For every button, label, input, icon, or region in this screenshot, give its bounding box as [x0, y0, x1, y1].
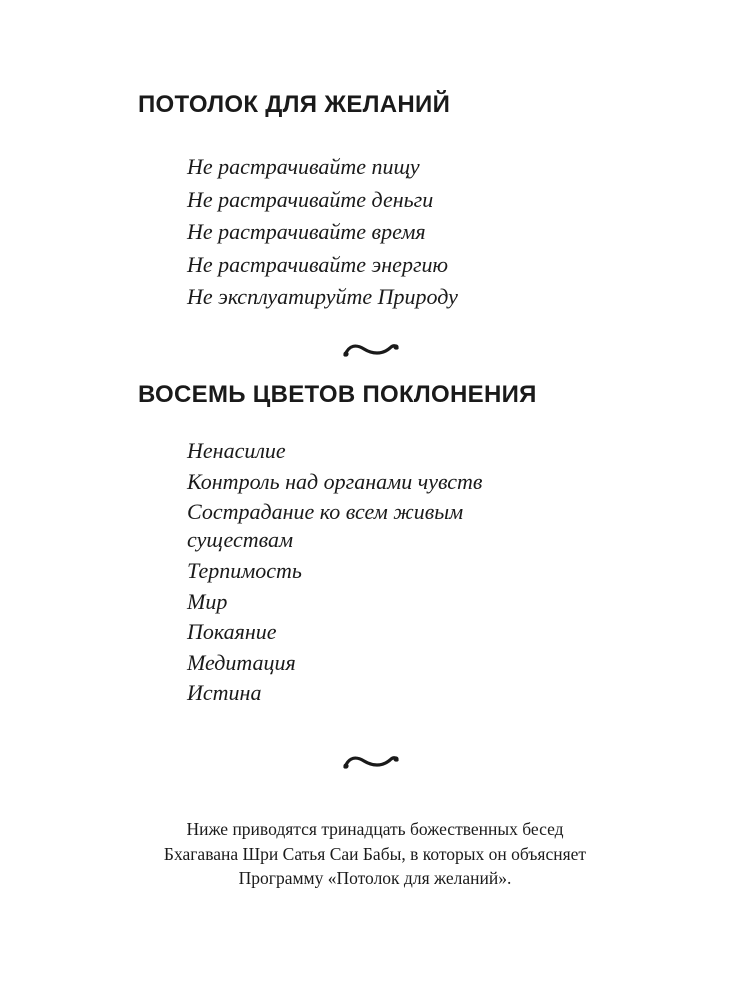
list-item: Не растрачивайте пищу [187, 154, 420, 179]
list-item: Мир [187, 588, 228, 614]
closing-line: Программу «Потолок для желаний». [238, 868, 512, 888]
list-item: Терпимость [187, 558, 302, 583]
list-item: Не эксплуатируйте Природу [187, 284, 458, 309]
section-title-desire-ceiling: ПОТОЛОК ДЛЯ ЖЕЛАНИЙ [138, 91, 451, 118]
tilde-ornament-icon [342, 751, 400, 773]
list-item: Контроль над органами чувств [187, 468, 483, 494]
list-item: Не растрачивайте деньги [187, 186, 434, 212]
list-item: Медитация [187, 649, 296, 675]
list-item: Ненасилие [187, 438, 286, 463]
eight-flowers-list [187, 436, 567, 709]
list-item: Сострадание ко всем живым существам [187, 499, 464, 552]
closing-line: Бхагавана Шри Сатья Саи Бабы, в которых он объясняет [163, 843, 587, 864]
closing-paragraph [60, 817, 690, 891]
section-title-eight-flowers: ВОСЕМЬ ЦВЕТОВ ПОКЛОНЕНИЯ [138, 381, 537, 408]
list-item: Истина [187, 680, 262, 705]
closing-line: Ниже приводятся тринадцать божественных бесед [186, 819, 564, 839]
desire-ceiling-list [187, 151, 458, 314]
list-item: Не растрачивайте время [187, 219, 426, 244]
list-item: Покаяние [187, 619, 277, 644]
tilde-ornament-icon [342, 339, 400, 361]
list-item: Не растрачивайте энергию [187, 251, 449, 277]
